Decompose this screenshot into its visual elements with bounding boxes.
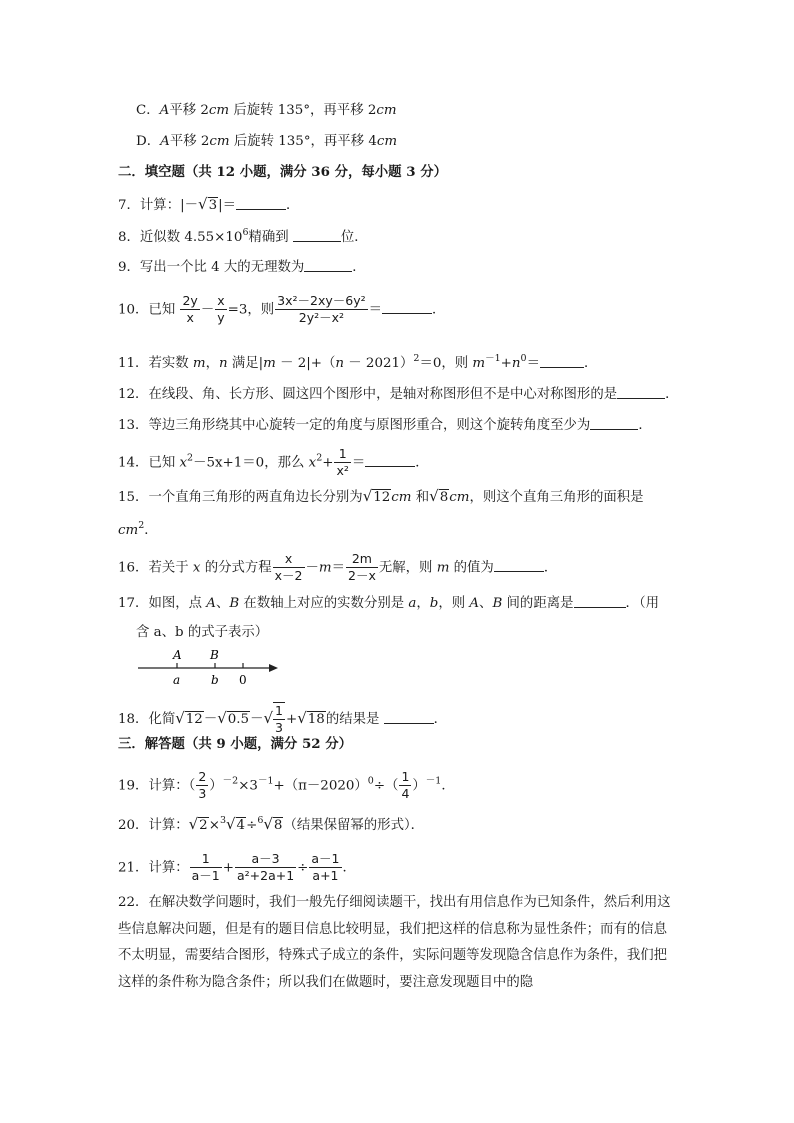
question-20: 20．计算：√2×$^3$√4÷$^6$√8（结果保留幂的形式）． [118, 815, 425, 833]
answer-blank [590, 417, 638, 430]
option-c: C．A平移 2cm 后旋转 135°，再平移 2cm [136, 103, 397, 118]
question-12: 12．在线段、角、长方形、圆这四个图形中，是轴对称图形但不是中心对称图形的是 ． [118, 387, 679, 402]
answer-blank [384, 711, 434, 724]
answer-blank [304, 259, 352, 272]
question-17: 17．如图，点 A、B 在数轴上对应的实数分别是 a，b，则 A、B 间的距离是 ．（用 [118, 596, 659, 611]
fraction: $\frac{2m}{2-x}$ [348, 551, 376, 584]
question-10: 10．已知 $\frac{2y}{x}$ － $\frac{x}{y}$ =3，则 $\frac{\text{3x²－2xy－6y²}}{\text{2y²－x²}}$ ＝ ． [118, 293, 446, 326]
answer-blank [540, 355, 584, 368]
question-13: 13．等边三角形绕其中心旋转一定的角度与原图形重合，则这个旋转角度至少为 ． [118, 418, 652, 433]
question-16: 16．若关于 x 的分式方程 $\frac{x}{x-2}$ －m＝ $\frac{2m}{2-x}$ 无解，则 m 的值为 ． [118, 551, 558, 584]
arrowhead-icon [269, 664, 278, 672]
answer-blank [293, 229, 341, 242]
number-line-figure [138, 648, 278, 688]
answer-blank [617, 386, 665, 399]
section-heading-solve: 三．解答题（共 9 小题，满分 52 分） [118, 736, 353, 752]
fraction: $\frac{1}{\text{x²}}$ [336, 446, 349, 479]
question-19: 19．计算：（ $\frac{2}{3}$ ）$^{-2}\times 3^{-1}+(\pi-2020)^0\div$（ $\frac{1}{4}$ ）$^{-1}$． [118, 769, 455, 802]
label-0: 0 [239, 673, 247, 687]
label-b: b [211, 673, 219, 687]
question-8: 8．近似数 $4.55\times 10^6$精确到 位． [118, 227, 368, 245]
question-11: 11．若实数 m，n 满足$|m - 2|+(n - 2021)^2=0$，则 $m^{-1}+n^0=$ ． [118, 353, 598, 371]
question-9: 9．写出一个比 4 大的无理数为 ． [118, 260, 366, 275]
fraction: $\frac{1}{a-1}$ [191, 851, 220, 884]
question-15-line2: $cm^2$． [118, 520, 158, 538]
question-7: 7．计算：|－√3|＝ ． [118, 195, 300, 213]
question-18: 18．化简√12－√0.5－√ $\frac{1}{3}$ +√18的结果是 ． [118, 703, 448, 736]
answer-blank [574, 595, 626, 608]
section-heading-fill-blank: 二．填空题（共 12 小题，满分 36 分，每小题 3 分） [118, 164, 447, 180]
fraction: $\frac{2y}{x}$ [182, 293, 198, 326]
question-21: 21．计算： $\frac{1}{a-1}$ + $\frac{a-3}{\text{a²+2a+1}}$ ÷ $\frac{a-1}{a+1}$ ． [118, 851, 356, 884]
fraction: $\frac{1}{3}$ [275, 703, 283, 736]
fraction: $\frac{2}{3}$ [198, 769, 207, 802]
option-d: D．A平移 2cm 后旋转 135°，再平移 4cm [136, 134, 398, 149]
question-14: 14．已知 $x^2-5x+1=0$，那么 $x^2+$ $\frac{1}{\text{x²}}$ ＝ ． [118, 446, 429, 479]
answer-blank [236, 197, 286, 210]
fraction: $\frac{\text{3x²－2xy－6y²}}{\text{2y²－x²}}$ [277, 293, 366, 326]
label-B: B [210, 648, 219, 662]
fraction: $\frac{a-3}{\text{a²+2a+1}}$ [236, 851, 295, 884]
fraction: $\frac{a-1}{a+1}$ [311, 851, 340, 884]
answer-blank [365, 454, 415, 467]
answer-blank [494, 559, 544, 572]
question-22: 22．在解决数学问题时，我们一般先仔细阅读题干，找出有用信息作为已知条件，然后利用这些信息解决问题，但是有的题目信息比较明显，我们把这样的信息称为显性条件；而有的信息不太明显，需要结合图形，特殊式子成立的条件，实际问题等发现隐含信息作为条件，我们把这样的条件称为隐含条件；所以我们在做题时，要注意发现题目中的隐 [118, 895, 671, 990]
label-A: A [173, 648, 182, 662]
question-17-line2: 含 a、b 的式子表示） [136, 625, 269, 640]
fraction: $\frac{x}{y}$ [217, 293, 225, 326]
fraction: $\frac{x}{x-2}$ [274, 551, 303, 584]
label-a: a [173, 673, 181, 687]
fraction: $\frac{1}{4}$ [401, 769, 410, 802]
question-15: 15．一个直角三角形的两直角边长分别为√12cm 和√8cm，则这个直角三角形的面积是 [118, 487, 644, 505]
answer-blank [382, 301, 432, 314]
